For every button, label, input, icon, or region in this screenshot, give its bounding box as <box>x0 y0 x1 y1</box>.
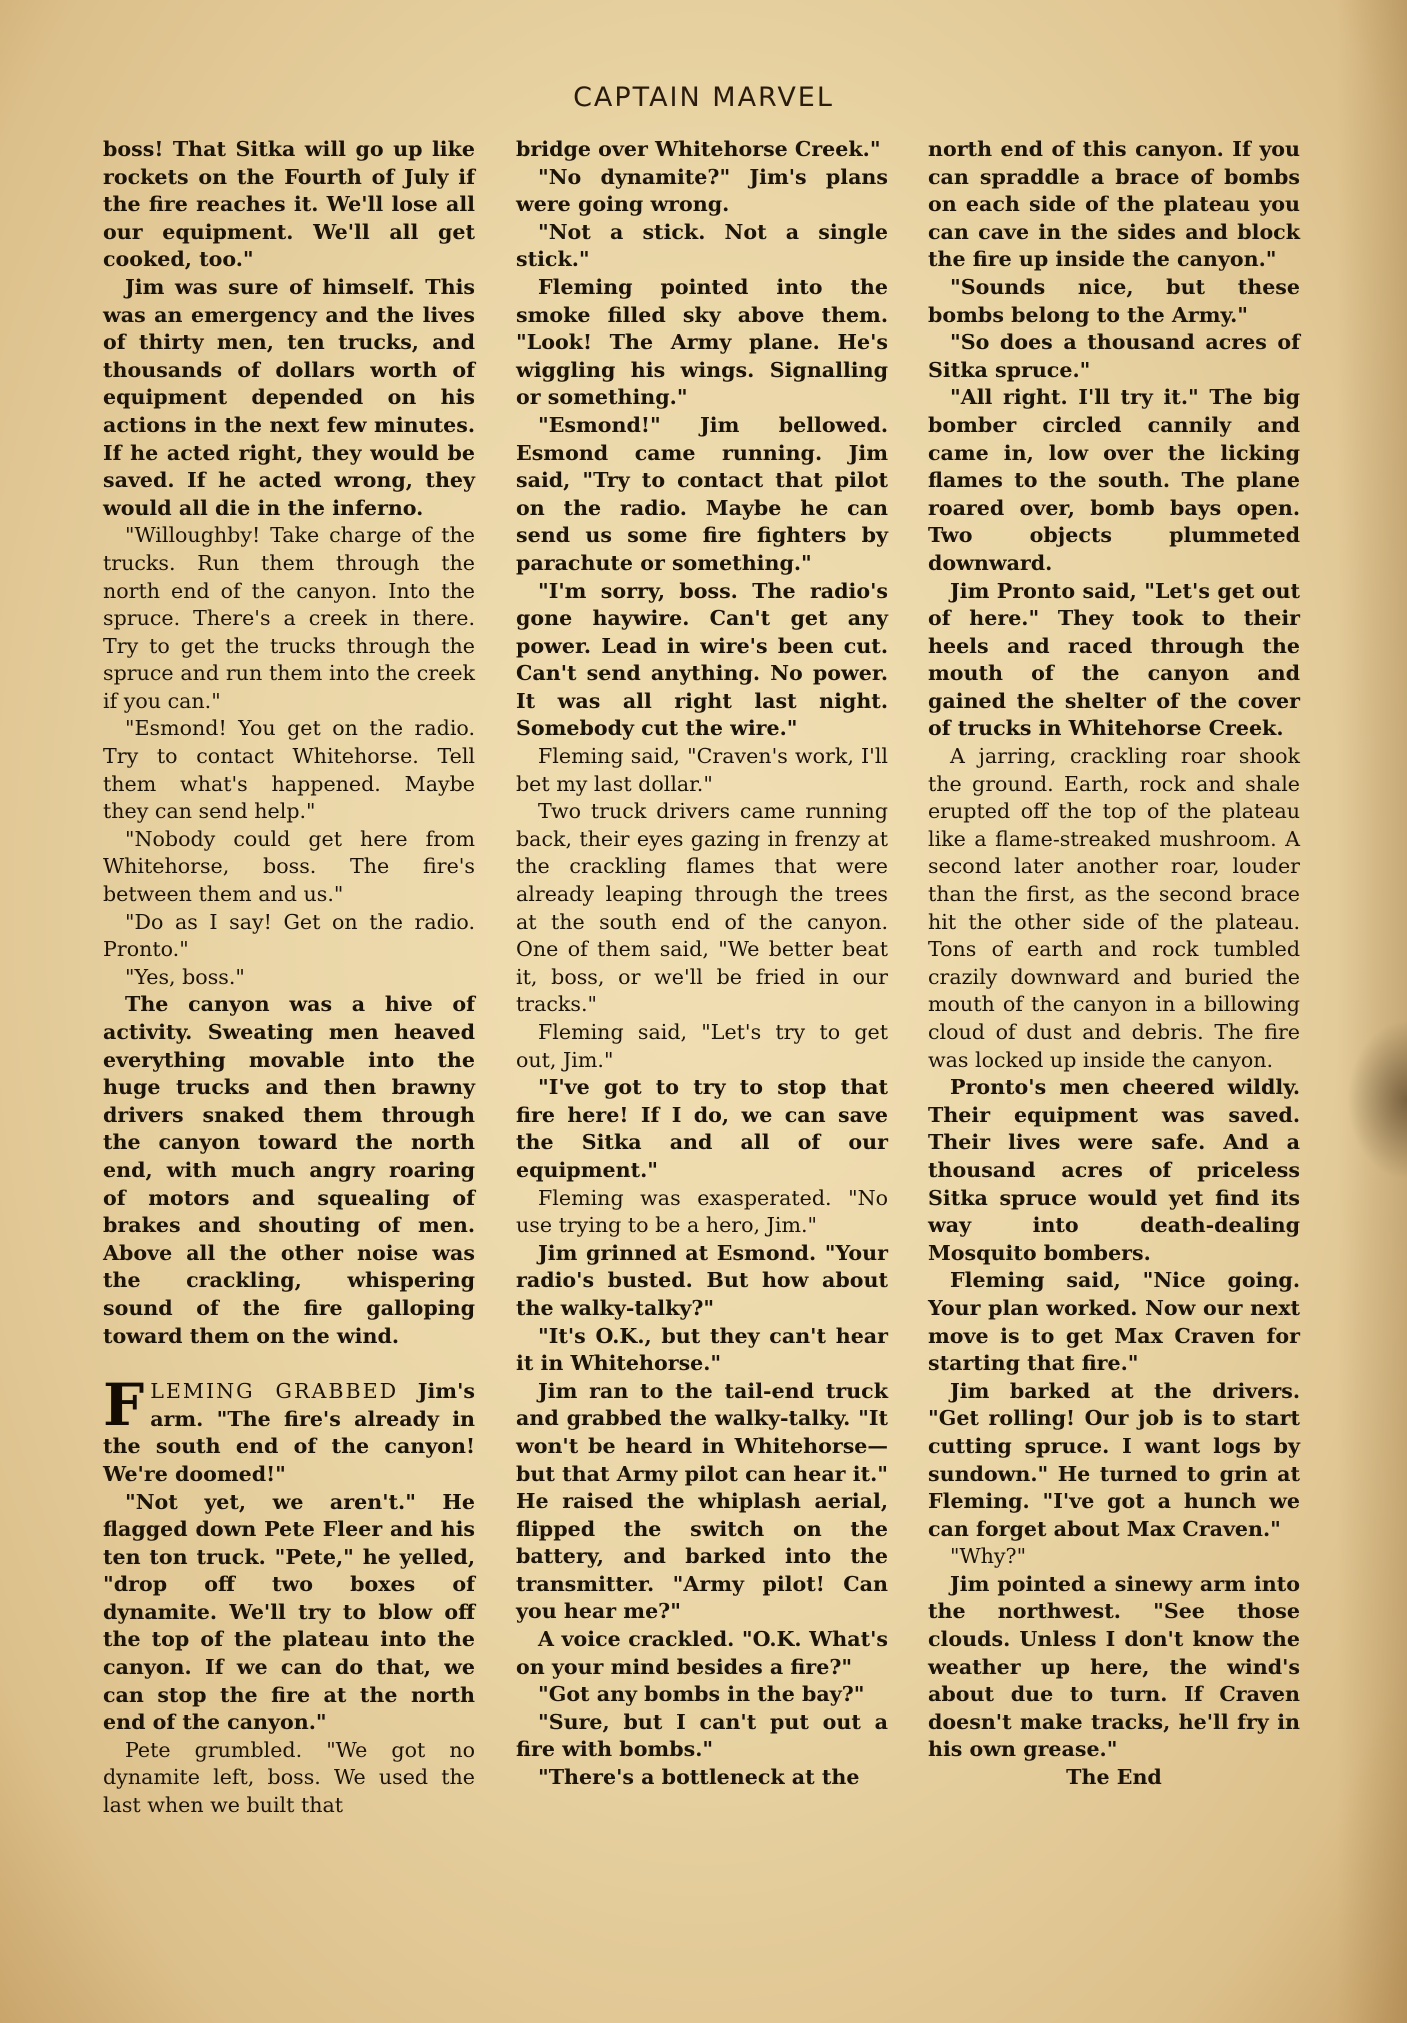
paragraph: Pronto's men cheered wildly. Their equipment was saved. Their lives were safe. And a thousand acres of priceless Sitka spruce would yet find its way into death-dealing Mosquito bombers. <box>928 1075 1300 1265</box>
paragraph: Pete grumbled. "We got no dynamite left, boss. We used the last when we built that <box>103 1737 475 1818</box>
paragraph: Fleming said, "Nice going. Your plan worked. Now our next move is to get Max Craven for starting that fire." <box>928 1268 1300 1376</box>
paragraph: "Do as I say! Get on the radio. Pronto." <box>103 909 475 962</box>
drop-cap: F <box>103 1371 145 1440</box>
paragraph: Fleming said, "Let's try to get out, Jim." <box>516 1020 888 1072</box>
paragraph: The canyon was a hive of activity. Sweating men heaved everything movable into the huge trucks and then brawny drivers snaked them through the canyon toward the north end, with much angry roaring of motors and squealing of brakes and shouting of men. Above all the other noise was the crackling, whispering sound of the fire galloping toward them on the wind. <box>103 992 475 1348</box>
section-opening <box>103 1371 475 1488</box>
paragraph: "Sure, but I can't put out a fire with bombs." <box>516 1709 888 1762</box>
paragraph: "Esmond! You get on the radio. Try to contact Whitehorse. Tell them what's happened. Maybe they can send help." <box>103 716 475 824</box>
paragraph: Jim ran to the tail-end truck and grabbed the walky-talky. "It won't be heard in Whitehorse—but that Army pilot can hear it." He raised the whiplash aerial, flipped the switch on the battery, and barked into the transmitter. "Army pilot! Can you hear me?" <box>516 1378 888 1624</box>
paragraph: "Yes, boss." <box>125 964 245 989</box>
paragraph: "Sounds nice, but these bombs belong to the Army." <box>928 274 1300 327</box>
paragraph: Jim Pronto said, "Let's get out of here." They took to their heels and raced through the mouth of the canyon and gained the shelter of the cover of trucks in Whitehorse Creek. <box>928 578 1300 741</box>
paragraph: Jim grinned at Esmond. "Your radio's busted. But how about the walky-talky?" <box>516 1240 888 1320</box>
paragraph: "So does a thousand acres of Sitka spruce." <box>928 330 1300 382</box>
paragraph: Jim pointed a sinewy arm into the northwest. "See those clouds. Unless I don't know the weather up here, the wind's about due to turn. If Craven doesn't make tracks, he'll fry in his own grease." <box>928 1571 1300 1762</box>
paragraph: "Willoughby! Take charge of the trucks. Run them through the north end of the canyon. Into the spruce. There's a creek in there. Try to get the trucks through the spruce and run them into the creek if you can." <box>103 523 475 713</box>
paragraph: bridge over Whitehorse Creek." <box>516 137 881 161</box>
paragraph: Fleming pointed into the smoke filled sky above them. "Look! The Army plane. He's wiggling his wings. Signalling or something." <box>516 274 888 410</box>
text-column-2 <box>516 136 888 1792</box>
paragraph: Two truck drivers came running back, their eyes gazing in frenzy at the crackling flames that were already leaping through the trees at the south end of the canyon. One of them said, "We better beat it, boss, or we'll be fried in our tracks." <box>516 799 888 1017</box>
page-header-title: CAPTAIN MARVEL <box>573 82 834 113</box>
paragraph: Fleming said, "Craven's work, I'll bet my last dollar." <box>516 744 888 796</box>
paragraph: "Esmond!" Jim bellowed. Esmond came running. Jim said, "Try to contact that pilot on the radio. Maybe he can send us some fire fighters by parachute or something." <box>516 412 888 575</box>
paragraph: "I've got to try to stop that fire here! If I do, we can save the Sitka and all of our equipment." <box>516 1075 888 1182</box>
paragraph: "It's O.K., but they can't hear it in Whitehorse." <box>516 1323 888 1376</box>
paragraph: "All right. I'll try it." The big bomber circled cannily and came in, low over the licking flames to the south. The plane roared over, bomb bays open. Two objects plummeted downward. <box>928 385 1300 575</box>
paragraph: "Not a stick. Not a single stick." <box>516 219 888 272</box>
paragraph: "There's a bottleneck at the <box>538 1765 860 1790</box>
text-column-1 <box>103 136 475 1820</box>
paragraph: Fleming was exasperated. "No use trying to be a hero, Jim." <box>516 1185 888 1238</box>
paragraph: "Nobody could get here from Whitehorse, boss. The fire's between them and us." <box>103 826 475 907</box>
paragraph: Jim barked at the drivers. "Get rolling! Our job is to start cutting spruce. I want logs by sundown." He turned to grin at Fleming. "I've got a hunch we can forget about Max Craven." <box>928 1378 1300 1541</box>
the-end-label: The End <box>1066 1765 1162 1790</box>
paragraph: Jim was sure of himself. This was an emergency and the lives of thirty men, ten trucks, and thousands of dollars worth of equipment depended on his actions in the next few minutes. If he acted right, they would be saved. If he acted wrong, they would all die in the inferno. <box>103 274 475 520</box>
paragraph: "Got any bombs in the bay?" <box>538 1682 865 1707</box>
paragraph: boss! That Sitka will go up like rockets on the Fourth of July if the fire reaches it. We'll lose all our equipment. We'll all get cooked, too." <box>103 137 475 272</box>
paragraph: "Why?" <box>950 1544 1027 1569</box>
paragraph: north end of this canyon. If you can spraddle a brace of bombs on each side of the plateau you can cave in the sides and block the fire up inside the canyon." <box>928 137 1300 272</box>
paragraph: "No dynamite?" Jim's plans were going wrong. <box>516 164 888 217</box>
paragraph: "I'm sorry, boss. The radio's gone haywire. Can't get any power. Lead in wire's been cut. Can't send anything. No power. It was all right last night. Somebody cut the wire." <box>516 578 888 741</box>
text-column-3 <box>928 136 1300 1792</box>
section-lead-continuation: Jim's arm. "The fire's already in the south end of the canyon! We're doomed!" <box>103 1379 475 1486</box>
paragraph: A jarring, crackling roar shook the ground. Earth, rock and shale erupted off the top of the plateau like a flame-streaked mushroom. A second later another roar, louder than the first, as the second brace hit the other side of the plateau. Tons of earth and rock tumbled crazily downward and buried the mouth of the canyon in a billowing cloud of dust and debris. The fire was locked up inside the canyon. <box>928 744 1300 1072</box>
section-lead: LEMING GRABBED <box>150 1379 399 1404</box>
paragraph: "Not yet, we aren't." He flagged down Pete Fleer and his ten ton truck. "Pete," he yelled, "drop off two boxes of dynamite. We'll try to blow off the top of the plateau into the canyon. If we can do that, we can stop the fire at the north end of the canyon." <box>103 1489 475 1735</box>
paragraph: A voice crackled. "O.K. What's on your mind besides a fire?" <box>516 1627 888 1679</box>
page-edge-shadow <box>1337 0 1407 2023</box>
page-smudge <box>1347 1020 1407 1180</box>
